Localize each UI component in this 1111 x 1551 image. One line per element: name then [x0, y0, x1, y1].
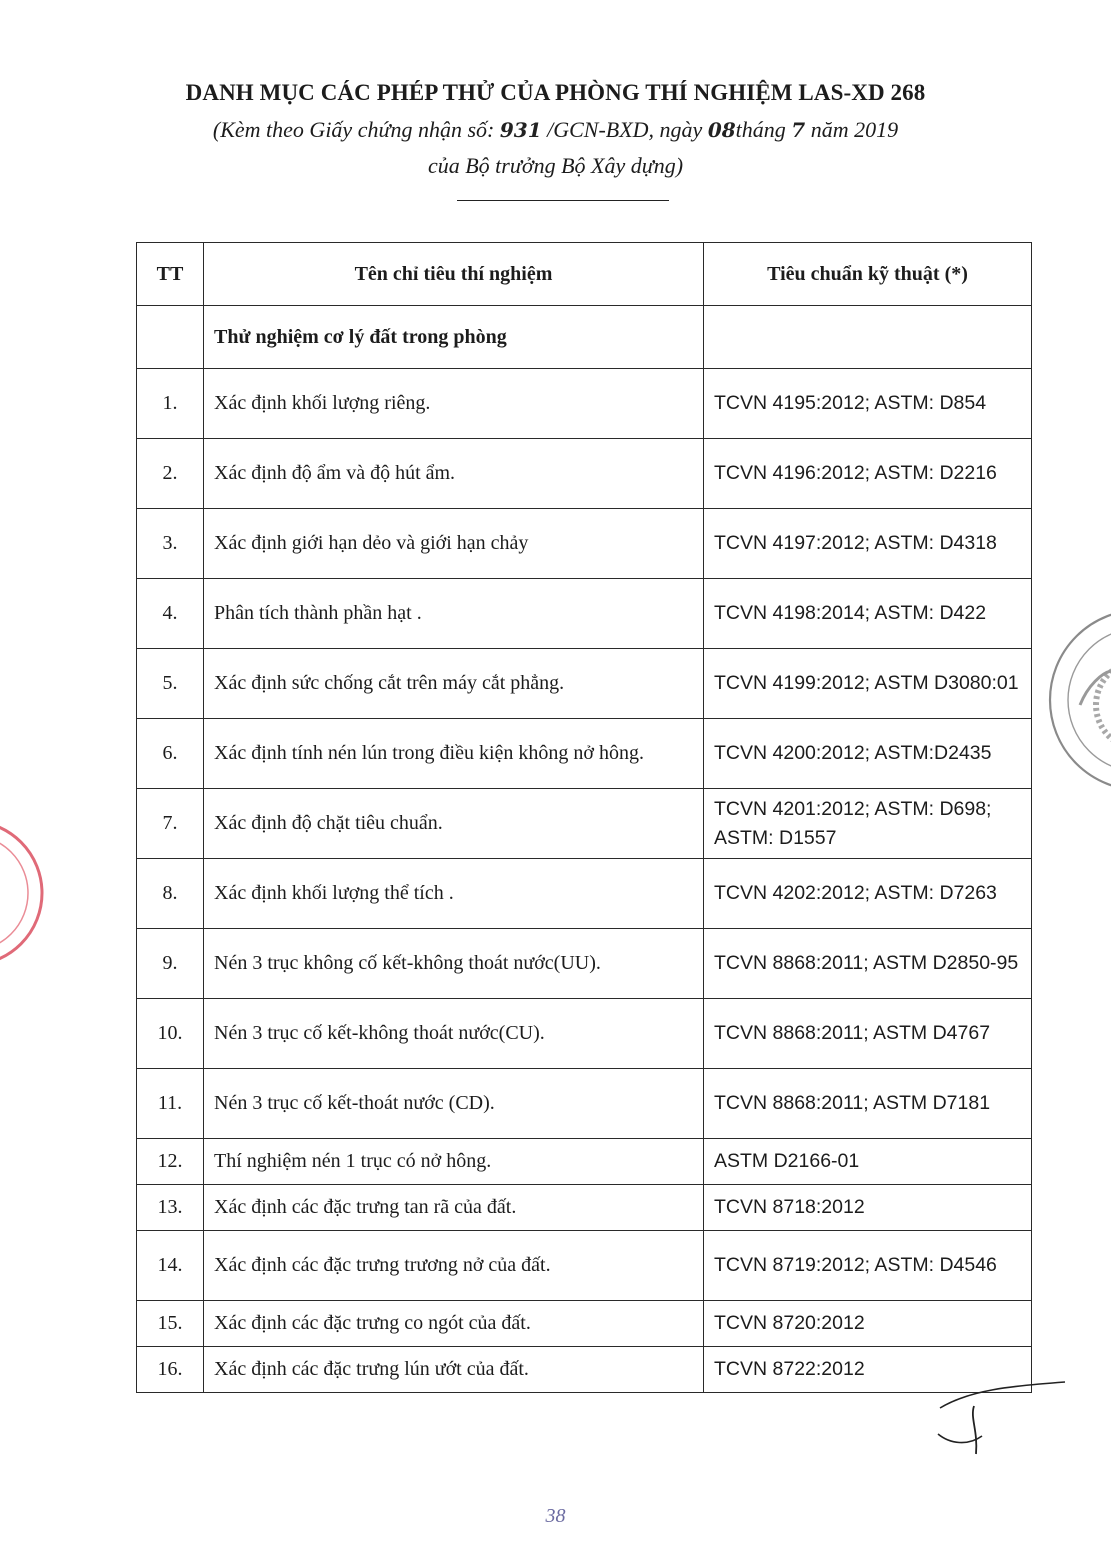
test-standard: ASTM D2166-01 — [704, 1139, 1032, 1185]
column-header-tt: TT — [137, 243, 204, 306]
row-number: 8. — [137, 859, 204, 929]
test-name: Phân tích thành phần hạt . — [204, 579, 704, 649]
test-name: Xác định khối lượng riêng. — [204, 369, 704, 439]
row-number: 12. — [137, 1139, 204, 1185]
table-row — [137, 439, 1032, 509]
subtitle-prefix: (Kèm theo Giấy chứng nhận số: — [212, 117, 495, 142]
test-standard: TCVN 8722:2012 — [704, 1347, 1032, 1393]
page-number: 38 — [545, 1505, 566, 1527]
test-name: Xác định tính nén lún trong điều kiện không nở hông. — [204, 719, 704, 789]
section-title: Thử nghiệm cơ lý đất trong phòng — [204, 306, 704, 369]
signature — [930, 1378, 1070, 1458]
document-subtitle-line2: của Bộ trưởng Bộ Xây dựng) — [427, 153, 684, 178]
test-standard: TCVN 8868:2011; ASTM D4767 — [704, 999, 1032, 1069]
test-name: Xác định các đặc trưng co ngót của đất. — [204, 1301, 704, 1347]
test-standard: TCVN 4196:2012; ASTM: D2216 — [704, 439, 1032, 509]
row-number: 14. — [137, 1231, 204, 1301]
row-number: 2. — [137, 439, 204, 509]
test-name: Xác định các đặc trưng lún ướt của đất. — [204, 1347, 704, 1393]
table-row — [137, 929, 1032, 999]
row-number: 13. — [137, 1185, 204, 1231]
test-standard: TCVN 4202:2012; ASTM: D7263 — [704, 859, 1032, 929]
table-row — [137, 999, 1032, 1069]
test-standard: TCVN 4201:2012; ASTM: D698; ASTM: D1557 — [704, 789, 1032, 859]
test-name: Xác định sức chống cắt trên máy cắt phẳng. — [204, 649, 704, 719]
table-body — [137, 369, 1032, 1393]
date-day: 08 — [707, 118, 736, 142]
test-name: Xác định các đặc trưng trương nở của đất. — [204, 1231, 704, 1301]
test-standard: TCVN 4198:2014; ASTM: D422 — [704, 579, 1032, 649]
column-header-standard: Tiêu chuẩn kỹ thuật (*) — [704, 243, 1032, 306]
test-standard: TCVN 8720:2012 — [704, 1301, 1032, 1347]
row-number: 4. — [137, 579, 204, 649]
test-name: Xác định giới hạn dẻo và giới hạn chảy — [204, 509, 704, 579]
test-name: Nén 3 trục cố kết-không thoát nước(CU). — [204, 999, 704, 1069]
test-standard: TCVN 4197:2012; ASTM: D4318 — [704, 509, 1032, 579]
document-subtitle — [0, 117, 1111, 143]
row-number: 16. — [137, 1347, 204, 1393]
table-row — [137, 719, 1032, 789]
row-number: 11. — [137, 1069, 204, 1139]
subtitle-mid2: tháng — [735, 117, 786, 142]
test-standard: TCVN 8718:2012 — [704, 1185, 1032, 1231]
test-name: Xác định khối lượng thể tích . — [204, 859, 704, 929]
column-header-name: Tên chỉ tiêu thí nghiệm — [204, 243, 704, 306]
table-row — [137, 649, 1032, 719]
table-header-row — [137, 243, 1032, 306]
test-standard: TCVN 4200:2012; ASTM:D2435 — [704, 719, 1032, 789]
official-seal-partial — [1040, 595, 1111, 805]
row-number: 6. — [137, 719, 204, 789]
table-row — [137, 369, 1032, 439]
table-row — [137, 1347, 1032, 1393]
row-number: 5. — [137, 649, 204, 719]
row-number: 9. — [137, 929, 204, 999]
row-number: 7. — [137, 789, 204, 859]
table-row — [137, 1139, 1032, 1185]
table-row — [137, 1301, 1032, 1347]
row-number: 10. — [137, 999, 204, 1069]
certificate-number: 931 — [499, 118, 542, 142]
table-row — [137, 1185, 1032, 1231]
test-name: Nén 3 trục không cố kết-không thoát nước(UU). — [204, 929, 704, 999]
document-title: DANH MỤC CÁC PHÉP THỬ CỦA PHÒNG THÍ NGHIỆM LAS-XD 268 — [185, 80, 926, 105]
subtitle-mid1: /GCN-BXD, ngày — [547, 117, 703, 142]
tests-table — [136, 242, 1032, 1393]
section-row — [137, 306, 1032, 369]
title-underline — [457, 200, 669, 201]
test-standard: TCVN 8868:2011; ASTM D7181 — [704, 1069, 1032, 1139]
table-row — [137, 1069, 1032, 1139]
table-row — [137, 789, 1032, 859]
row-number: 15. — [137, 1301, 204, 1347]
test-name: Xác định các đặc trưng tan rã của đất. — [204, 1185, 704, 1231]
table-row — [137, 509, 1032, 579]
test-standard: TCVN 8719:2012; ASTM: D4546 — [704, 1231, 1032, 1301]
test-standard: TCVN 4195:2012; ASTM: D854 — [704, 369, 1032, 439]
row-number: 3. — [137, 509, 204, 579]
row-number: 1. — [137, 369, 204, 439]
test-name: Nén 3 trục cố kết-thoát nước (CD). — [204, 1069, 704, 1139]
test-name: Thí nghiệm nén 1 trục có nở hông. — [204, 1139, 704, 1185]
test-standard: TCVN 8868:2011; ASTM D2850-95 — [704, 929, 1032, 999]
subtitle-mid3: năm 2019 — [810, 117, 899, 142]
date-month: 7 — [791, 118, 806, 142]
table-row — [137, 859, 1032, 929]
red-stamp-partial — [0, 818, 50, 968]
table-row — [137, 1231, 1032, 1301]
test-name: Xác định độ chặt tiêu chuẩn. — [204, 789, 704, 859]
test-name: Xác định độ ẩm và độ hút ẩm. — [204, 439, 704, 509]
test-standard: TCVN 4199:2012; ASTM D3080:01 — [704, 649, 1032, 719]
table-row — [137, 579, 1032, 649]
